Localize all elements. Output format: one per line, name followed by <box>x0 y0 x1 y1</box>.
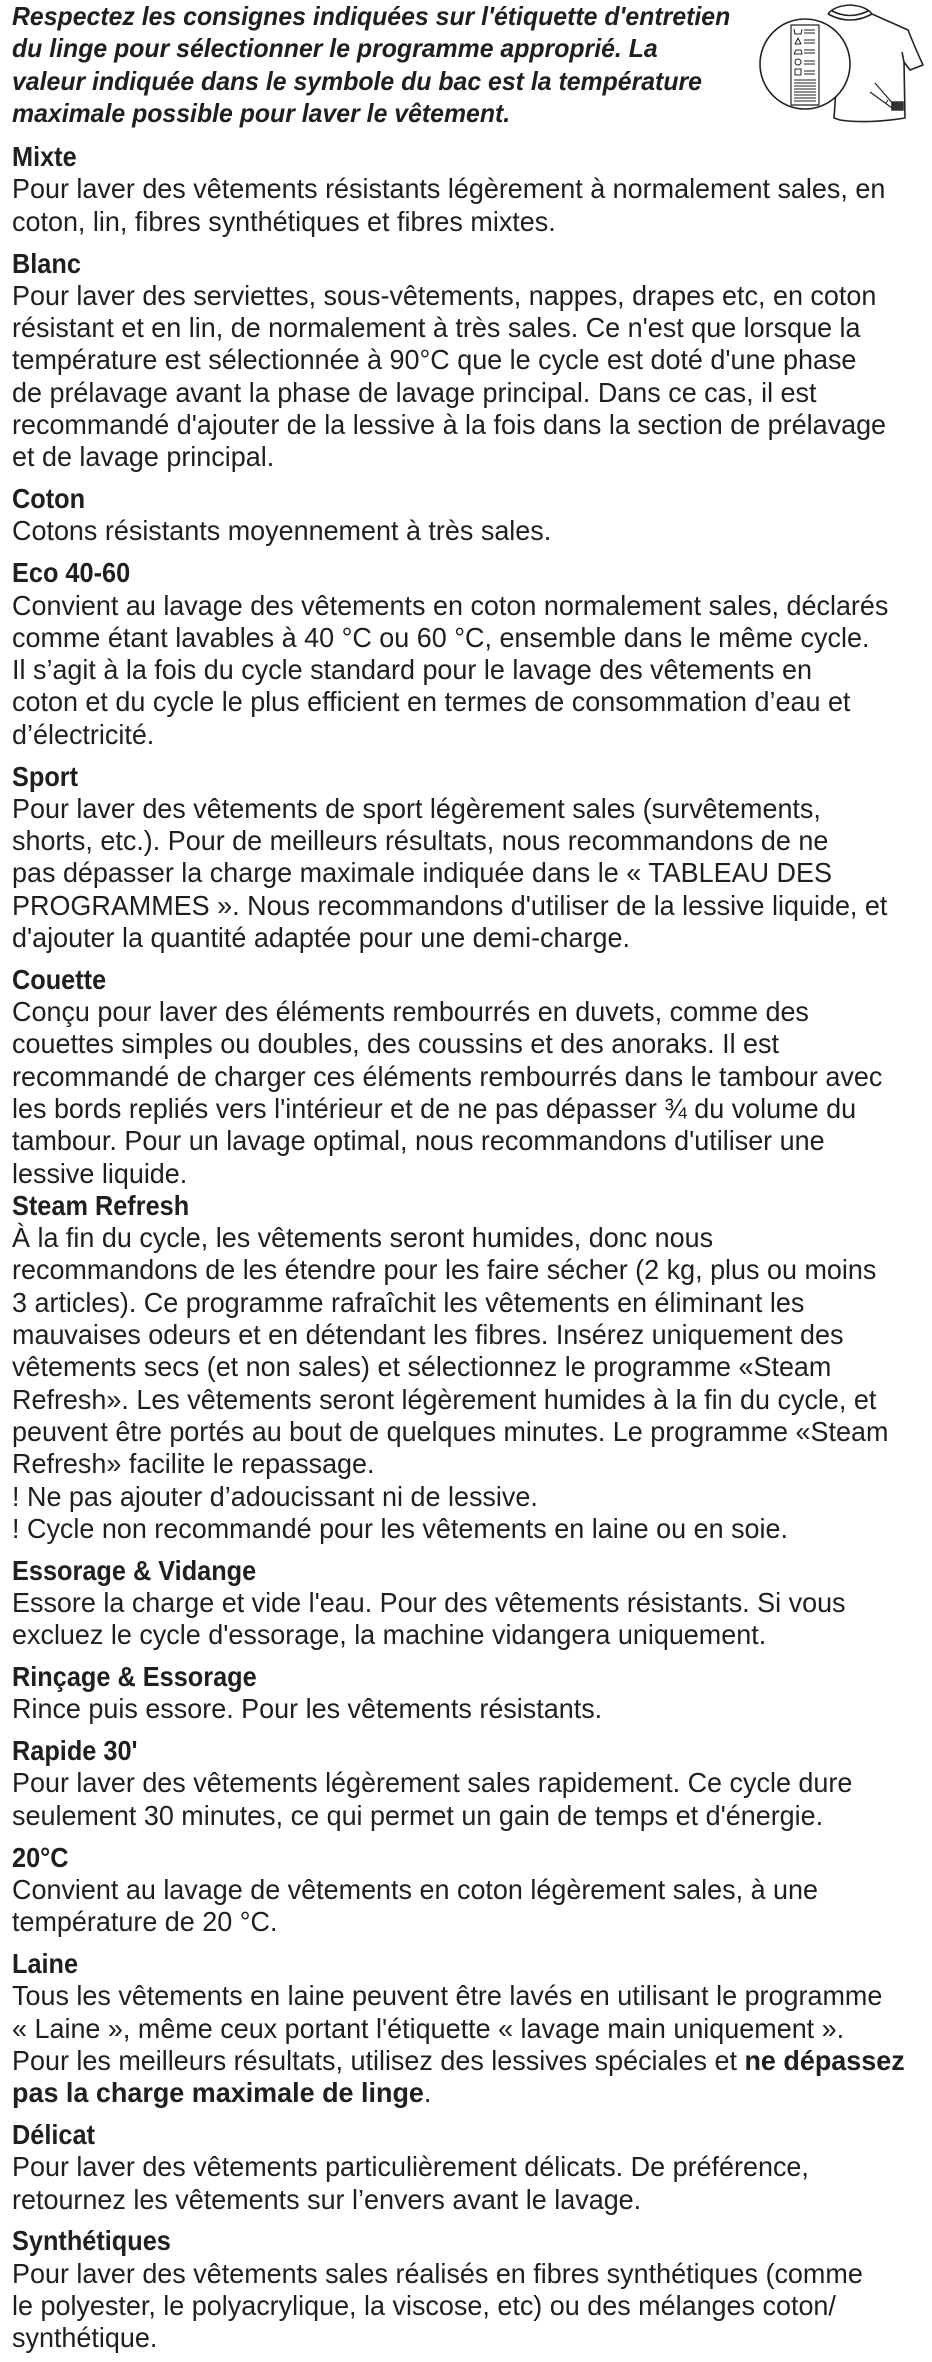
text-run: recommandé d'ajouter de la lessive à la fois dans la section de prélavage <box>12 409 887 441</box>
text-run: de prélavage avant la phase de lavage principal. Dans ce cas, il est <box>12 376 817 408</box>
program-section <box>12 1842 932 1939</box>
program-name: Essorage & Vidange <box>12 1554 257 1586</box>
text-run: PROGRAMMES ». Nous recommandons d'utiliser de la lessive liquide, et <box>12 889 888 921</box>
care-label-instructions <box>12 0 766 129</box>
text-run: Pour laver des vêtements sales réalisés en fibres synthétiques (comme <box>12 2257 863 2289</box>
text-run: shorts, etc.). Pour de meilleurs résultats, nous recommandons de ne <box>12 825 829 857</box>
program-description <box>12 1980 914 2109</box>
text-run: Pour laver des vêtements résistants légèrement à normalement sales, en <box>12 173 886 205</box>
description-line <box>12 377 914 409</box>
program-description <box>12 1222 914 1545</box>
emphasized-text: ne dépassez <box>744 2044 905 2076</box>
text-run: Convient au lavage des vêtements en coton normalement sales, déclarés <box>12 589 889 621</box>
program-section <box>12 964 932 1190</box>
description-line <box>12 1319 914 1351</box>
intro-line: Respectez les consignes indiquées sur l'étiquette d'entretien <box>12 1 731 31</box>
program-name: Synthétiques <box>12 2225 171 2257</box>
program-description <box>12 515 914 547</box>
program-name: Mixte <box>12 141 77 173</box>
description-line <box>12 1061 914 1093</box>
description-line <box>12 1125 914 1157</box>
text-run: vêtements secs (et non sales) et sélectionnez le programme «Steam <box>12 1351 832 1383</box>
program-description <box>12 2151 914 2216</box>
description-line <box>12 206 914 238</box>
description-line <box>12 441 914 473</box>
description-line <box>12 1481 914 1513</box>
description-line <box>12 1158 914 1190</box>
description-line <box>12 1874 914 1906</box>
program-description <box>12 1767 914 1832</box>
program-description <box>12 590 914 751</box>
text-run: pas dépasser la charge maximale indiquée dans le « TABLEAU DES <box>12 857 832 889</box>
description-line <box>12 1222 914 1254</box>
text-run: retournez les vêtements sur l’envers avant le lavage. <box>12 2183 642 2215</box>
program-section <box>12 141 932 238</box>
text-run: Refresh». Les vêtements seront légèrement humides à la fin du cycle, et <box>12 1383 877 1415</box>
description-line <box>12 1093 914 1125</box>
description-line <box>12 590 914 622</box>
text-run: ! Ne pas ajouter d’adoucissant ni de lessive. <box>12 1480 538 1512</box>
description-line <box>12 312 914 344</box>
text-run: recommandons de les étendre pour les faire sécher (2 kg, plus ou moins <box>12 1254 877 1286</box>
program-section <box>12 1555 932 1652</box>
description-line <box>12 1351 914 1383</box>
description-line <box>12 1287 914 1319</box>
program-name: Sport <box>12 760 79 792</box>
text-run: 3 articles). Ce programme rafraîchit les vêtements en éliminant les <box>12 1286 805 1318</box>
text-run: Pour laver des vêtements particulièrement délicats. De préférence, <box>12 2151 809 2183</box>
program-section <box>12 1735 932 1832</box>
description-line <box>12 1254 914 1286</box>
program-description <box>12 1874 914 1939</box>
program-name: Couette <box>12 963 107 995</box>
description-line <box>12 1767 914 1799</box>
text-run: recommandé de charger ces éléments rembourrés dans le tambour avec <box>12 1060 883 1092</box>
program-section <box>12 248 932 474</box>
description-line <box>12 686 914 718</box>
description-line <box>12 2077 914 2109</box>
text-run: mauvaises odeurs et en détendant les fibres. Insérez uniquement des <box>12 1319 844 1351</box>
description-line <box>12 890 914 922</box>
program-descriptions-document <box>12 0 932 2354</box>
description-line <box>12 1980 914 2012</box>
text-run: Rince puis essore. Pour les vêtements résistants. <box>12 1693 603 1725</box>
description-line <box>12 825 914 857</box>
program-name: Rapide 30' <box>12 1735 138 1767</box>
text-run: Cotons résistants moyennement à très sales. <box>12 515 552 547</box>
description-line <box>12 2013 914 2045</box>
text-run: comme étant lavables à 40 °C ou 60 °C, ensemble dans le même cycle. <box>12 621 870 653</box>
description-line <box>12 996 914 1028</box>
description-line <box>12 857 914 889</box>
description-line <box>12 654 914 686</box>
text-run: lessive liquide. <box>12 1157 188 1189</box>
intro-line: valeur indiquée dans le symbole du bac est la température <box>12 65 702 96</box>
program-name: Délicat <box>12 2118 95 2150</box>
text-run: Pour les meilleurs résultats, utilisez des lessives spéciales et <box>12 2044 745 2076</box>
text-run: Tous les vêtements en laine peuvent être lavés en utilisant le programme <box>12 1980 883 2012</box>
description-line <box>12 2322 914 2354</box>
text-run: d’électricité. <box>12 718 155 750</box>
program-description <box>12 1693 914 1725</box>
description-line <box>12 1587 914 1619</box>
program-name: Rinçage & Essorage <box>12 1661 257 1693</box>
text-run: le polyester, le polyacrylique, la viscose, etc) ou des mélanges coton/ <box>12 2289 836 2321</box>
text-run: Refresh» facilite le repassage. <box>12 1448 375 1480</box>
text-run: Conçu pour laver des éléments rembourrés en duvets, comme des <box>12 996 809 1028</box>
text-run: excluez le cycle d'essorage, la machine vidangera uniquement. <box>12 1619 767 1651</box>
description-line <box>12 1448 914 1480</box>
text-run: « Laine », même ceux portant l'étiquette « lavage main uniquement ». <box>12 2012 845 2044</box>
program-description <box>12 1587 914 1652</box>
text-run: et de lavage principal. <box>12 441 275 473</box>
intro-line: du linge pour sélectionner le programme approprié. La <box>12 33 658 64</box>
program-description <box>12 173 914 238</box>
description-line <box>12 2290 914 2322</box>
description-line <box>12 1800 914 1832</box>
description-line <box>12 622 914 654</box>
description-line <box>12 1619 914 1651</box>
tshirt-care-label-icon <box>758 0 928 128</box>
description-line <box>12 1416 914 1448</box>
description-line <box>12 793 914 825</box>
text-run: Essore la charge et vide l'eau. Pour des vêtements résistants. Si vous <box>12 1586 846 1618</box>
text-run: coton, lin, fibres synthétiques et fibres mixtes. <box>12 205 556 237</box>
program-section <box>12 1661 932 1726</box>
text-run: température de 20 °C. <box>12 1906 278 1938</box>
program-description <box>12 996 914 1190</box>
program-section <box>12 2119 932 2216</box>
text-run: Il s’agit à la fois du cycle standard pour le lavage des vêtements en <box>12 654 812 686</box>
description-line <box>12 719 914 751</box>
text-run: Pour laver des serviettes, sous-vêtements, nappes, drapes etc, en coton <box>12 279 877 311</box>
description-line <box>12 344 914 376</box>
description-line <box>12 1906 914 1938</box>
text-run: d'ajouter la quantité adaptée pour une demi-charge. <box>12 922 630 954</box>
text-run: ! Cycle non recommandé pour les vêtements en laine ou en soie. <box>12 1512 789 1544</box>
description-line <box>12 1028 914 1060</box>
description-line <box>12 2184 914 2216</box>
description-line <box>12 1513 914 1545</box>
program-description <box>12 793 914 954</box>
program-section <box>12 483 932 548</box>
emphasized-text: pas la charge maximale de linge <box>12 2077 424 2109</box>
text-run: résistant et en lin, de normalement à très sales. Ce n'est que lorsque la <box>12 312 861 344</box>
text-run: À la fin du cycle, les vêtements seront humides, donc nous <box>12 1222 714 1254</box>
program-list <box>12 141 932 2354</box>
program-name: Coton <box>12 483 86 515</box>
text-run: coton et du cycle le plus efficient en termes de consommation d’eau et <box>12 686 851 718</box>
program-name: Laine <box>12 1947 79 1979</box>
program-name: 20°C <box>12 1841 69 1873</box>
text-run: température est sélectionnée à 90°C que le cycle est doté d'une phase <box>12 344 857 376</box>
program-section <box>12 1948 932 2109</box>
text-run: Pour laver des vêtements de sport légèrement sales (survêtements, <box>12 792 821 824</box>
description-line <box>12 1384 914 1416</box>
program-description <box>12 280 914 474</box>
description-line <box>12 280 914 312</box>
program-section <box>12 557 932 751</box>
text-run: seulement 30 minutes, ce qui permet un gain de temps et d'énergie. <box>12 1799 824 1831</box>
description-line <box>12 515 914 547</box>
description-line <box>12 409 914 441</box>
text-run: . <box>423 2077 432 2109</box>
description-line <box>12 2151 914 2183</box>
description-line <box>12 1693 914 1725</box>
program-name: Steam Refresh <box>12 1189 190 1221</box>
text-run: couettes simples ou doubles, des coussins et des anoraks. Il est <box>12 1028 780 1060</box>
program-section <box>12 1190 932 1545</box>
description-line <box>12 2258 914 2290</box>
description-line <box>12 173 914 205</box>
text-run: les bords repliés vers l'intérieur et de ne pas dépasser ¾ du volume du <box>12 1093 857 1124</box>
text-run: peuvent être portés au bout de quelques minutes. Le programme «Steam <box>12 1415 889 1447</box>
text-run: synthétique. <box>12 2322 158 2354</box>
program-name: Blanc <box>12 247 81 279</box>
description-line <box>12 922 914 954</box>
text-run: Pour laver des vêtements légèrement sales rapidement. Ce cycle dure <box>12 1767 853 1799</box>
program-description <box>12 2258 914 2355</box>
program-section <box>12 2225 932 2354</box>
program-name: Eco 40-60 <box>12 557 131 589</box>
intro-line: maximale possible pour laver le vêtement. <box>12 97 511 128</box>
description-line <box>12 2045 914 2077</box>
text-run: Convient au lavage de vêtements en coton légèrement sales, à une <box>12 1873 819 1905</box>
text-run: tambour. Pour un lavage optimal, nous recommandons d'utiliser une <box>12 1125 825 1157</box>
program-section <box>12 761 932 955</box>
